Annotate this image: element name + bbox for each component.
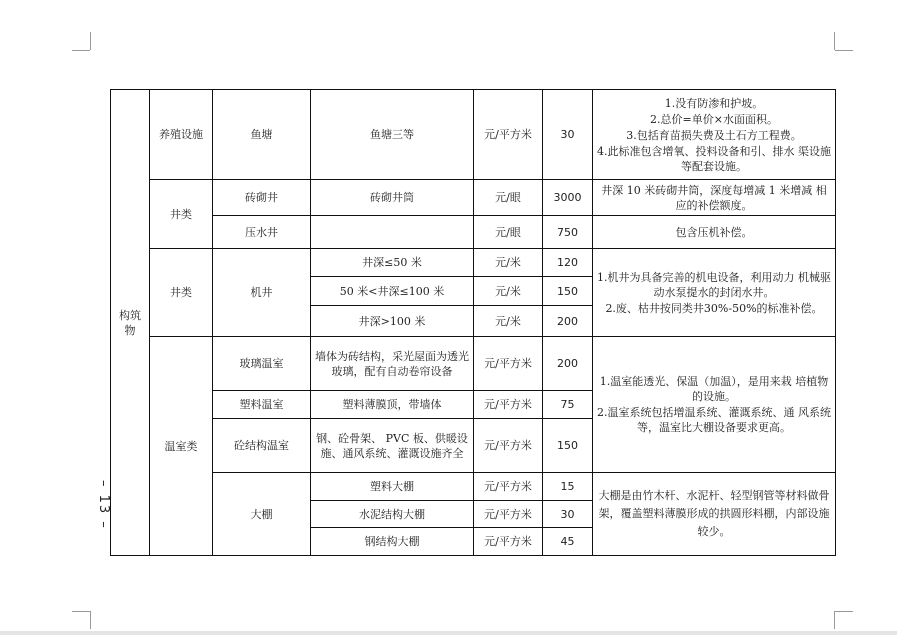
unit-cell: 元/眼	[474, 180, 543, 216]
note-cell: 大棚是由竹木杆、水泥杆、轻型钢管等材料做骨架，覆盖塑料薄膜形成的拱圆形料棚，内部设施较少。	[593, 473, 836, 556]
unit-cell: 元/平方米	[474, 473, 543, 501]
unit-cell: 元/眼	[474, 216, 543, 249]
table-row	[111, 90, 836, 180]
table-row	[111, 473, 836, 501]
unit-cell: 元/米	[474, 249, 543, 277]
price-cell: 150	[543, 419, 593, 473]
spec-cell: 井深>100 米	[311, 306, 474, 337]
crop-mark	[90, 32, 91, 50]
item-cell: 机井	[213, 249, 311, 337]
note-cell	[593, 337, 836, 473]
price-cell: 30	[543, 501, 593, 528]
unit-cell: 元/平方米	[474, 419, 543, 473]
crop-mark	[72, 50, 90, 51]
unit-cell: 元/平方米	[474, 391, 543, 419]
group-cell: 井类	[150, 180, 213, 249]
unit-cell: 元/平方米	[474, 337, 543, 391]
note-line: 2.总价=单价×水面面积。	[650, 112, 778, 126]
item-cell: 砖砌井	[213, 180, 311, 216]
spec-cell: 井深≤50 米	[311, 249, 474, 277]
compensation-table	[110, 89, 836, 556]
item-cell: 玻璃温室	[213, 337, 311, 391]
spec-cell: 砖砌井筒	[311, 180, 474, 216]
note-line: 2.温室系统包括增温系统、灌溉系统、通 风系统等，温室比大棚设备要求更高。	[597, 406, 831, 434]
item-cell: 大棚	[213, 473, 311, 556]
note-cell: 井深 10 米砖砌井筒，深度每增减 1 米增减 相应的补偿额度。	[593, 180, 836, 216]
spec-cell	[311, 216, 474, 249]
category-cell: 构筑物	[111, 90, 150, 556]
item-cell: 鱼塘	[213, 90, 311, 180]
unit-cell: 元/平方米	[474, 501, 543, 528]
spec-cell: 塑料大棚	[311, 473, 474, 501]
crop-mark	[835, 611, 853, 612]
unit-cell: 元/米	[474, 277, 543, 306]
unit-cell: 元/平方米	[474, 528, 543, 556]
price-cell: 750	[543, 216, 593, 249]
spec-cell: 50 米<井深≤100 米	[311, 277, 474, 306]
spec-cell: 塑料薄膜顶，带墙体	[311, 391, 474, 419]
page-number: – 13 –	[96, 480, 111, 530]
spec-cell: 鱼塘三等	[311, 90, 474, 180]
spec-cell: 钢、砼骨架、 PVC 板、供暖设施、通风系统、灌溉设施齐全	[311, 419, 474, 473]
note-line: 4.此标准包含增氧、投料设备和引、排水 渠设施等配套设施。	[597, 144, 831, 173]
table-row	[111, 180, 836, 216]
crop-mark	[835, 50, 853, 51]
note-line: 1.没有防渗和护坡。	[664, 96, 764, 110]
spec-cell: 水泥结构大棚	[311, 501, 474, 528]
spec-cell: 钢结构大棚	[311, 528, 474, 556]
item-cell: 压水井	[213, 216, 311, 249]
price-cell: 75	[543, 391, 593, 419]
unit-cell: 元/米	[474, 306, 543, 337]
crop-mark	[834, 32, 835, 50]
item-cell: 砼结构温室	[213, 419, 311, 473]
note-line: 1.机井为具备完善的机电设备，利用动力 机械驱动水泵提水的封闭水井。	[597, 270, 831, 299]
table-row	[111, 337, 836, 391]
price-cell: 30	[543, 90, 593, 180]
price-cell: 150	[543, 277, 593, 306]
note-cell: 包含压机补偿。	[593, 216, 836, 249]
crop-mark	[90, 611, 91, 629]
note-cell	[593, 249, 836, 337]
price-cell: 15	[543, 473, 593, 501]
note-line: 3.包括育苗损失费及土石方工程费。	[626, 128, 802, 142]
group-cell: 温室类	[150, 337, 213, 556]
note-cell	[593, 90, 836, 180]
bottom-bar	[0, 631, 897, 635]
item-cell: 塑料温室	[213, 391, 311, 419]
price-cell: 45	[543, 528, 593, 556]
price-cell: 200	[543, 306, 593, 337]
unit-cell: 元/平方米	[474, 90, 543, 180]
spec-cell: 墙体为砖结构，采光屋面为透光玻璃，配有自动卷帘设备	[311, 337, 474, 391]
group-cell: 养殖设施	[150, 90, 213, 180]
price-cell: 120	[543, 249, 593, 277]
table-row	[111, 249, 836, 277]
table-row	[111, 216, 836, 249]
price-cell: 200	[543, 337, 593, 391]
note-line: 1.温室能透光、保温（加温），是用来栽 培植物的设施。	[599, 375, 829, 403]
price-cell: 3000	[543, 180, 593, 216]
group-cell: 井类	[150, 249, 213, 337]
crop-mark	[72, 611, 90, 612]
crop-mark	[834, 611, 835, 629]
note-line: 2.废、枯井按同类井30%-50%的标准补偿。	[605, 301, 823, 315]
